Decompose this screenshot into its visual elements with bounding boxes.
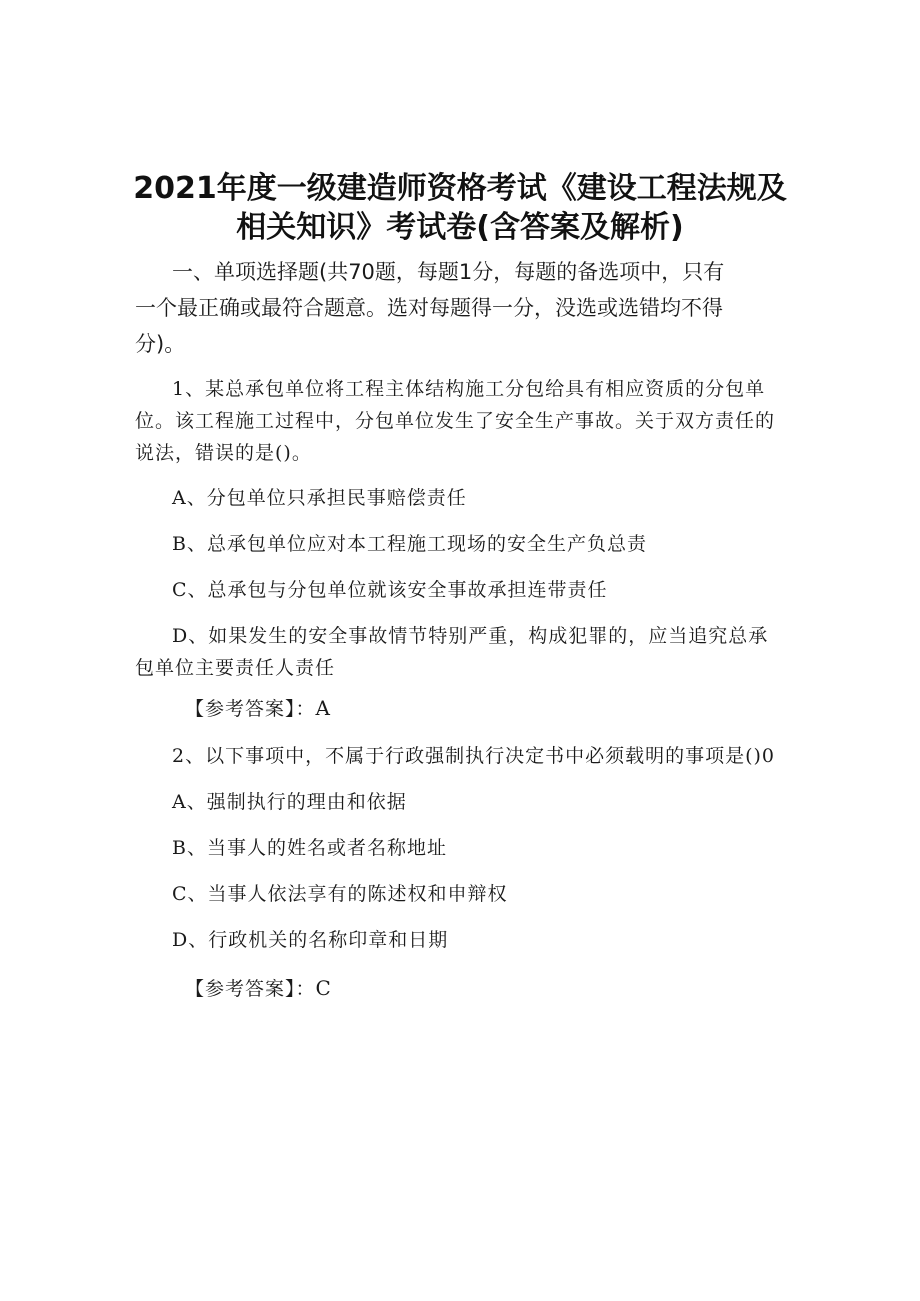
document-title-line-1: 2021年度一级建造师资格考试《建设工程法规及 bbox=[133, 171, 787, 206]
q1-stem-line-3: 说法，错误的是()。 bbox=[135, 442, 312, 464]
section-instructions-line-1: 一、单项选择题(共70题，每题1分，每题的备选项中，只有 bbox=[172, 260, 725, 284]
q1-option-b: B、总承包单位应对本工程施工现场的安全生产负总责 bbox=[172, 533, 647, 555]
q1-option-d-line-2: 包单位主要责任人责任 bbox=[135, 657, 336, 679]
section-instructions-line-2: 一个最正确或最符合题意。选对每题得一分，没选或选错均不得 bbox=[135, 296, 723, 320]
q1-answer-label: 【参考答案】： bbox=[185, 698, 316, 720]
q1-stem-line-2: 位。该工程施工过程中，分包单位发生了安全生产事故。关于双方责任的 bbox=[135, 410, 776, 432]
q2-answer-value: C bbox=[315, 976, 332, 1000]
q1-stem-line-1: 1、某总承包单位将工程主体结构施工分包给具有相应资质的分包单 bbox=[172, 378, 766, 400]
q2-option-a: A、强制执行的理由和依据 bbox=[172, 791, 407, 813]
q2-answer-label: 【参考答案】： bbox=[185, 978, 316, 1000]
q2-option-c: C、当事人依法享有的陈述权和申辩权 bbox=[172, 883, 508, 905]
q2-option-d: D、行政机关的名称印章和日期 bbox=[172, 929, 449, 951]
q2-stem-line-1: 2、以下事项中，不属于行政强制执行决定书中必须载明的事项是()0 bbox=[172, 745, 776, 767]
q1-option-a: A、分包单位只承担民事赔偿责任 bbox=[172, 487, 467, 509]
q2-answer bbox=[185, 974, 332, 1001]
section-instructions-line-3: 分)。 bbox=[135, 332, 186, 356]
q1-option-c: C、总承包与分包单位就该安全事故承担连带责任 bbox=[172, 579, 608, 601]
document-title-line-2: 相关知识》考试卷(含答案及解析) bbox=[236, 210, 684, 245]
q1-option-d-line-1: D、如果发生的安全事故情节特别严重，构成犯罪的，应当追究总承 bbox=[172, 625, 769, 647]
q1-answer bbox=[185, 694, 331, 721]
q2-option-b: B、当事人的姓名或者名称地址 bbox=[172, 837, 447, 859]
q1-answer-value: A bbox=[315, 696, 331, 720]
